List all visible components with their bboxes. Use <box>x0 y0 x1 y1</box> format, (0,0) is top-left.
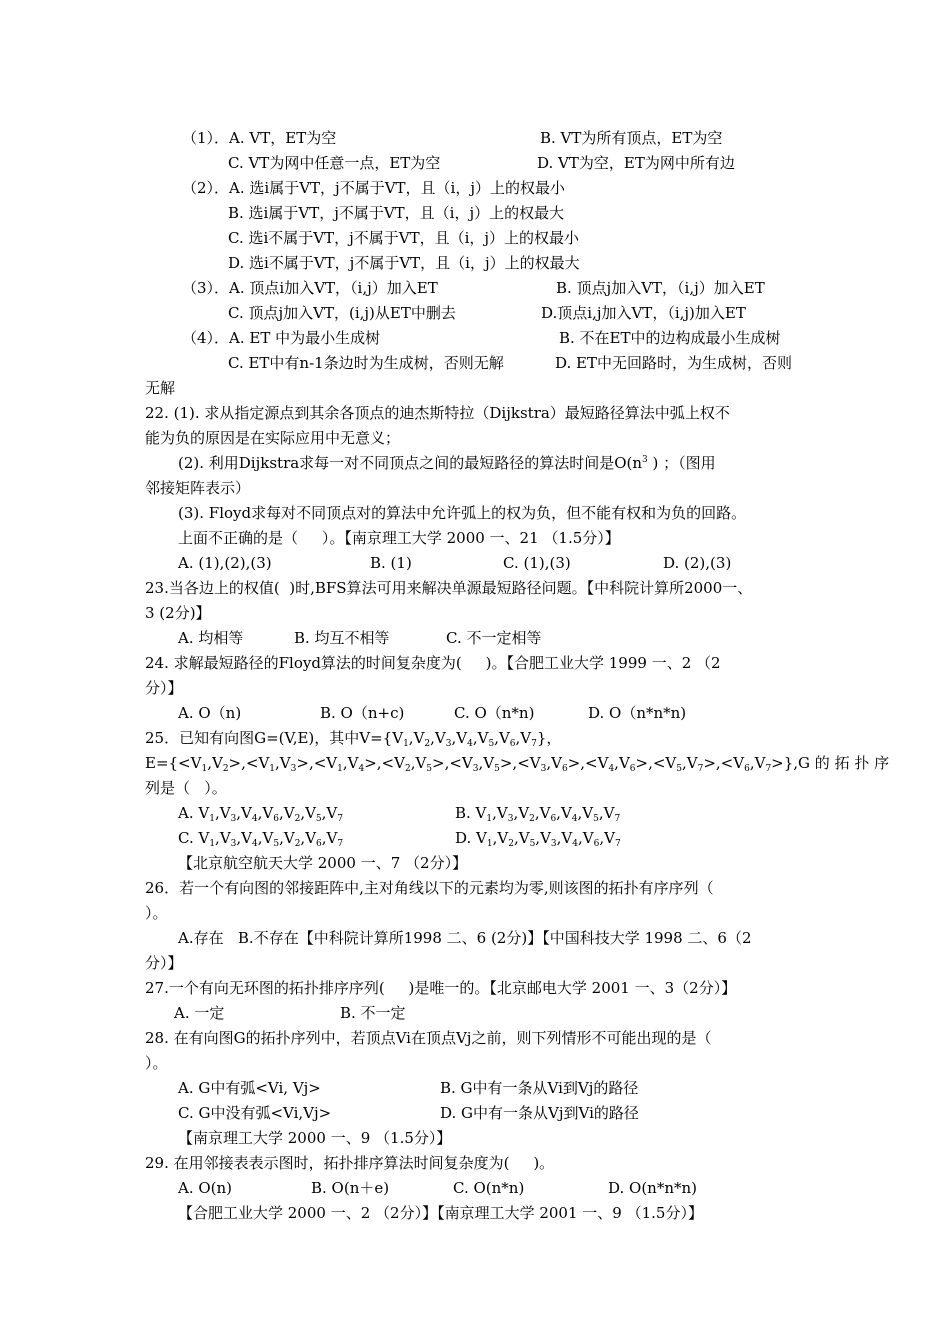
q28-option-d: D. G中有一条从Vj到Vi的路径 <box>440 1104 639 1122</box>
q24-stem-line1: 24. 求解最短路径的Floyd算法的时间复杂度为( )。【合肥工业大学 1999 一、2 （2 <box>145 654 721 672</box>
q21-p3-option-d: D.顶点i,j加入VT，（i,j)加入ET <box>541 304 746 322</box>
q25-option-d: D. $V_1,V_2,V_5,V_3,V_4,V_6,V_7$ <box>455 829 621 849</box>
q24-option-d: D. O（n*n*n) <box>588 704 687 722</box>
q25-stem-line3: 列是（ ）。 <box>145 779 227 797</box>
q27-option-b: B. 不一定 <box>340 1004 406 1022</box>
q23-stem-line1: 23.当各边上的权值( )时,BFS算法可用来解决单源最短路径问题。【中科院计算所2000一、 <box>145 579 753 597</box>
q29-option-c: C. O(n*n) <box>453 1179 525 1197</box>
q29-stem: 29. 在用邻接表表示图时，拓扑排序算法时间复杂度为( )。 <box>145 1154 555 1172</box>
q22-statement2-line1: (2). 利用Dijkstra求每一对不同顶点之间的最短路径的算法时间是$O(n^3$ ) ；（图用 <box>178 454 716 472</box>
q25-option-c: C. $V_1,V_3,V_4,V_5,V_2,V_6,V_7$ <box>178 829 344 849</box>
q25-option-a: A. $V_1,V_3,V_4,V_6,V_2,V_5,V_7$ <box>178 804 343 824</box>
q28-source: 【南京理工大学 2000 一、9 （1.5分）】 <box>178 1129 452 1147</box>
q28-stem-line2: ）。 <box>145 1054 168 1072</box>
q28-option-a: A. G中有弧<Vi, Vj> <box>178 1079 321 1097</box>
q28-option-b: B. G中有一条从Vi到Vj的路径 <box>440 1079 639 1097</box>
q22-statement3: (3). Floyd求每对不同顶点对的算法中允许弧上的权为负，但不能有权和为负的回路。 <box>178 504 747 522</box>
q29-option-d: D. O(n*n*n) <box>608 1179 698 1197</box>
q21-p1-option-d: D. VT为空，ET为网中所有边 <box>537 154 735 172</box>
q26-stem-line1: 26．若一个有向图的邻接距阵中,主对角线以下的元素均为零,则该图的拓扑有序序列（ <box>145 879 714 897</box>
q27-option-a: A. 一定 <box>174 1004 225 1022</box>
q26-source-cont: 分）】 <box>145 954 183 972</box>
q21-p4-option-d-continued: 无解 <box>145 379 176 397</box>
q22-statement1-line1: 22. (1). 求从指定源点到其余各顶点的迪杰斯特拉（Dijkstra）最短路径算法中弧上权不 <box>145 404 730 422</box>
q25-stem-line2: $E=\{<V_1,V_2>,<V_1,V_3>,<V_1,V_4>,<V_2,V_5>,<V_3,V_5>,<V_3,V_6>,<V_4,V_6>,<V_5,V_7>,<V_6,V_7>\},G$ 的 拓 扑 序 <box>145 754 890 774</box>
q21-p2-option-c: C. 选i不属于VT，j不属于VT，且（i，j）上的权最小 <box>228 229 580 247</box>
q29-option-b: B. O(n＋e) <box>311 1179 390 1197</box>
q24-option-a: A. O（n) <box>178 704 242 722</box>
q21-p2-option-d: D. 选i不属于VT，j不属于VT，且（i，j）上的权最大 <box>228 254 580 272</box>
q22-stem: 上面不正确的是（ ）。【南京理工大学 2000 一、21 （1.5分）】 <box>178 529 620 547</box>
q22-statement1-line2: 能为负的原因是在实际应用中无意义； <box>145 429 401 447</box>
q21-p2-option-b: B. 选i属于VT，j不属于VT，且（i，j）上的权最大 <box>228 204 565 222</box>
q21-p1-option-a: （1）．A. VT，ET为空 <box>182 129 337 147</box>
q21-p4-option-c: C. ET中有n-1条边时为生成树，否则无解 <box>228 354 504 372</box>
q21-p1-option-c: C. VT为网中任意一点，ET为空 <box>228 154 441 172</box>
q22-option-d: D. (2),(3) <box>663 554 732 572</box>
q21-p4-option-b: B. 不在ET中的边构成最小生成树 <box>559 329 781 347</box>
q23-option-c: C. 不一定相等 <box>446 629 542 647</box>
q28-stem-line1: 28. 在有向图G的拓扑序列中，若顶点Vi在顶点Vj之前，则下列情形不可能出现的是（ <box>145 1029 712 1047</box>
q26-options-line: A.存在 B.不存在【中科院计算所1998 二、6 (2分)】【中国科技大学 1998 二、6（2 <box>178 929 752 947</box>
q21-p4-option-a: （4）．A. ET 中为最小生成树 <box>182 329 381 347</box>
q23-option-a: A. 均相等 <box>178 629 244 647</box>
q21-p4-option-d: D. ET中无回路时，为生成树，否则 <box>555 354 792 372</box>
q22-option-b: B. (1) <box>370 554 412 572</box>
q22-option-c: C. (1),(3) <box>503 554 571 572</box>
q25-source: 【北京航空航天大学 2000 一、7 （2分）】 <box>178 854 468 872</box>
q25-stem-line1: 25．已知有向图G=(V,E)，其中$V=\{V_1,V_2,V_3,V_4,V_5,V_6,V_7\}$， <box>145 729 562 749</box>
q25-option-b: B. $V_1,V_3,V_2,V_6,V_4,V_5,V_7$ <box>455 804 621 824</box>
q29-option-a: A. O(n) <box>178 1179 233 1197</box>
q21-p2-option-a: （2）．A. 选i属于VT，j不属于VT，且（i，j）上的权最小 <box>182 179 565 197</box>
q28-option-c: C. G中没有弧<Vi,Vj> <box>178 1104 332 1122</box>
q22-option-a: A. (1),(2),(3) <box>178 554 272 572</box>
q24-stem-line2: 分）】 <box>145 679 183 697</box>
q21-p3-option-b: B. 顶点j加入VT，（i,j）加入ET <box>556 279 765 297</box>
q24-option-c: C. O（n*n) <box>454 704 535 722</box>
q26-stem-line2: ）。 <box>145 904 168 922</box>
q23-option-b: B. 均互不相等 <box>294 629 390 647</box>
q21-p1-option-b: B. VT为所有顶点，ET为空 <box>540 129 723 147</box>
q27-stem: 27.一个有向无环图的拓扑排序序列( )是唯一的。【北京邮电大学 2001 一、3（2分）】 <box>145 979 737 997</box>
q24-option-b: B. O（n+c) <box>320 704 405 722</box>
q21-p3-option-c: C. 顶点j加入VT，(i,j)从ET中删去 <box>228 304 456 322</box>
q23-stem-line2: 3 (2分)】 <box>145 604 211 622</box>
q29-source: 【合肥工业大学 2000 一、2 （2分）】【南京理工大学 2001 一、9 （1.5分）】 <box>178 1204 703 1222</box>
q22-statement2-line2: 邻接矩阵表示） <box>145 479 251 497</box>
q21-p3-option-a: （3）．A. 顶点i加入VT，（i,j）加入ET <box>182 279 438 297</box>
